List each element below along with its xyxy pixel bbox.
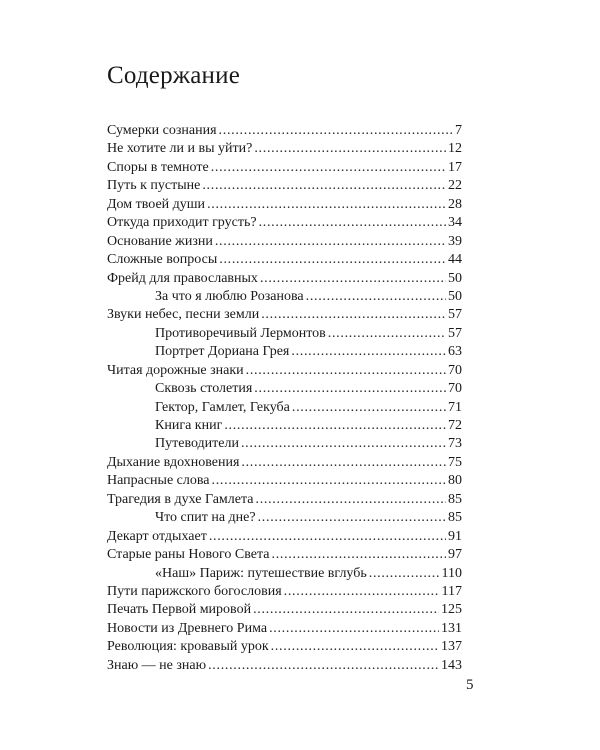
toc-leader-dots [219,122,453,140]
toc-entry-page: 125 [441,602,462,618]
toc-leader-dots [224,417,446,435]
toc-entry [107,343,462,361]
toc-entry-title: Противоречивый Лермонтов [155,325,326,341]
toc-leader-dots [253,601,439,619]
toc-leader-dots [259,214,446,232]
toc-entry-title: Сумерки сознания [107,123,217,138]
toc-entry [107,435,462,453]
toc-leader-dots [246,362,446,380]
toc-entry-title: Трагедия в духе Гамлета [107,491,254,507]
toc-entry-title: Сложные вопросы [107,252,218,268]
toc-leader-dots [369,565,440,583]
toc-entry-page: 63 [448,344,462,360]
toc-entry-page: 110 [441,565,462,581]
toc-entry-page: 97 [448,547,462,563]
toc-entry-title: Гектор, Гамлет, Гекуба [155,399,290,415]
toc-entry-page: 28 [448,196,462,212]
toc-leader-dots [261,306,446,324]
toc-entry [107,528,462,546]
toc-entry-page: 70 [448,381,462,397]
toc-leader-dots [212,472,446,490]
toc-entry-page: 131 [441,620,462,636]
toc-entry [107,270,462,288]
toc-entry-page: 73 [448,436,462,452]
toc-leader-dots [260,270,446,288]
toc-entry [107,546,462,564]
toc-entry-title: Споры в темноте [107,159,209,175]
toc-entry-page: 57 [448,307,462,323]
toc-entry-page: 7 [455,123,462,138]
toc-entry-title: Дом твоей души [107,196,206,212]
toc-entry-page: 50 [448,288,462,304]
toc-leader-dots [291,343,446,361]
toc-entry-page: 85 [448,510,462,526]
toc-entry-title: Знаю — не знаю [107,657,207,673]
toc-leader-dots [254,380,446,398]
toc-entry-title: Портрет Дориана Грея [155,344,290,360]
toc-entry [107,177,462,195]
toc-entry [107,325,462,343]
toc-entry [107,491,462,509]
toc-entry-title: Печать Первой мировой [107,602,252,618]
toc-entry [107,565,462,583]
toc-entry-page: 44 [448,252,462,268]
toc-entry [107,214,462,232]
toc-entry-title: Пути парижского богословия [107,583,282,599]
toc-leader-dots [328,325,446,343]
toc-leader-dots [292,399,446,417]
toc-leader-dots [269,620,439,638]
toc-leader-dots [271,638,439,656]
page-number: 5 [466,677,474,693]
toc-entry-title: За что я люблю Розанова [155,288,304,304]
toc-entry-page: 137 [441,639,462,655]
toc-entry-title: Читая дорожные знаки [107,362,244,378]
toc-leader-dots [202,177,446,195]
toc-entry-page: 75 [448,454,462,470]
toc-entry-title: Откуда приходит грусть? [107,215,257,231]
toc-leader-dots [256,491,447,509]
toc-leader-dots [241,454,446,472]
toc-entry-page: 117 [441,583,462,599]
toc-entry-page: 80 [448,473,462,489]
toc-leader-dots [272,546,447,564]
toc-entry-title: Революция: кровавый урок [107,639,269,655]
toc-entry [107,472,462,490]
toc-entry [107,601,462,619]
toc-entry-page: 12 [448,141,462,157]
toc-entry-title: Дыхание вдохновения [107,454,240,470]
toc-entry-page: 50 [448,270,462,286]
toc-entry-title: Не хотите ли и вы уйти? [107,141,253,157]
toc-entry-title: Путеводители [155,436,239,452]
toc-entry-title: Декарт отдыхает [107,528,207,544]
toc-entry-title: Основание жизни [107,233,213,249]
toc-leader-dots [219,251,446,269]
toc-entry-title: «Наш» Париж: путешествие вглубь [155,565,367,581]
toc-entry [107,638,462,656]
toc-leader-dots [254,140,446,158]
toc-entry-page: 72 [448,418,462,433]
toc-entry [107,583,462,601]
page-title: Содержание [107,62,240,89]
toc-entry-title: Напрасные слова [107,473,210,489]
toc-entry-title: Путь к пустыне [107,178,201,194]
toc-entry [107,417,462,435]
toc-entry [107,159,462,177]
toc-leader-dots [241,435,446,453]
toc-entry-title: Старые раны Нового Света [107,547,270,563]
toc-leader-dots [258,509,446,527]
toc-entry [107,306,462,324]
toc-entry-title: Что спит на дне? [155,510,256,526]
toc-entry [107,196,462,214]
toc-leader-dots [209,528,446,546]
toc-entry [107,288,462,306]
toc-leader-dots [215,233,446,251]
toc-entry-title: Фрейд для православных [107,270,258,286]
toc-entry [107,454,462,472]
toc-entry [107,233,462,251]
toc-entry-title: Звуки небес, песни земли [107,307,260,323]
toc-entry-title: Книга книг [155,418,223,433]
toc-entry [107,657,462,675]
toc-entry-page: 71 [448,399,462,415]
table-of-contents [107,122,462,675]
toc-entry-page: 143 [441,657,462,673]
toc-entry-page: 17 [448,159,462,175]
toc-entry-page: 39 [448,233,462,249]
toc-entry [107,380,462,398]
toc-leader-dots [208,657,439,675]
toc-entry-page: 22 [448,178,462,194]
toc-entry [107,399,462,417]
toc-entry [107,620,462,638]
toc-entry [107,251,462,269]
toc-entry-title: Сквозь столетия [155,381,253,397]
toc-entry-title: Новости из Древнего Рима [107,620,268,636]
toc-leader-dots [207,196,446,214]
toc-entry-page: 34 [448,215,462,231]
toc-entry [107,122,462,140]
toc-leader-dots [284,583,440,601]
toc-leader-dots [306,288,446,306]
toc-entry-page: 91 [448,528,462,544]
toc-entry-page: 85 [448,491,462,507]
toc-entry [107,362,462,380]
toc-entry [107,140,462,158]
toc-leader-dots [211,159,446,177]
toc-entry-page: 57 [448,325,462,341]
toc-entry [107,509,462,527]
toc-entry-page: 70 [448,362,462,378]
